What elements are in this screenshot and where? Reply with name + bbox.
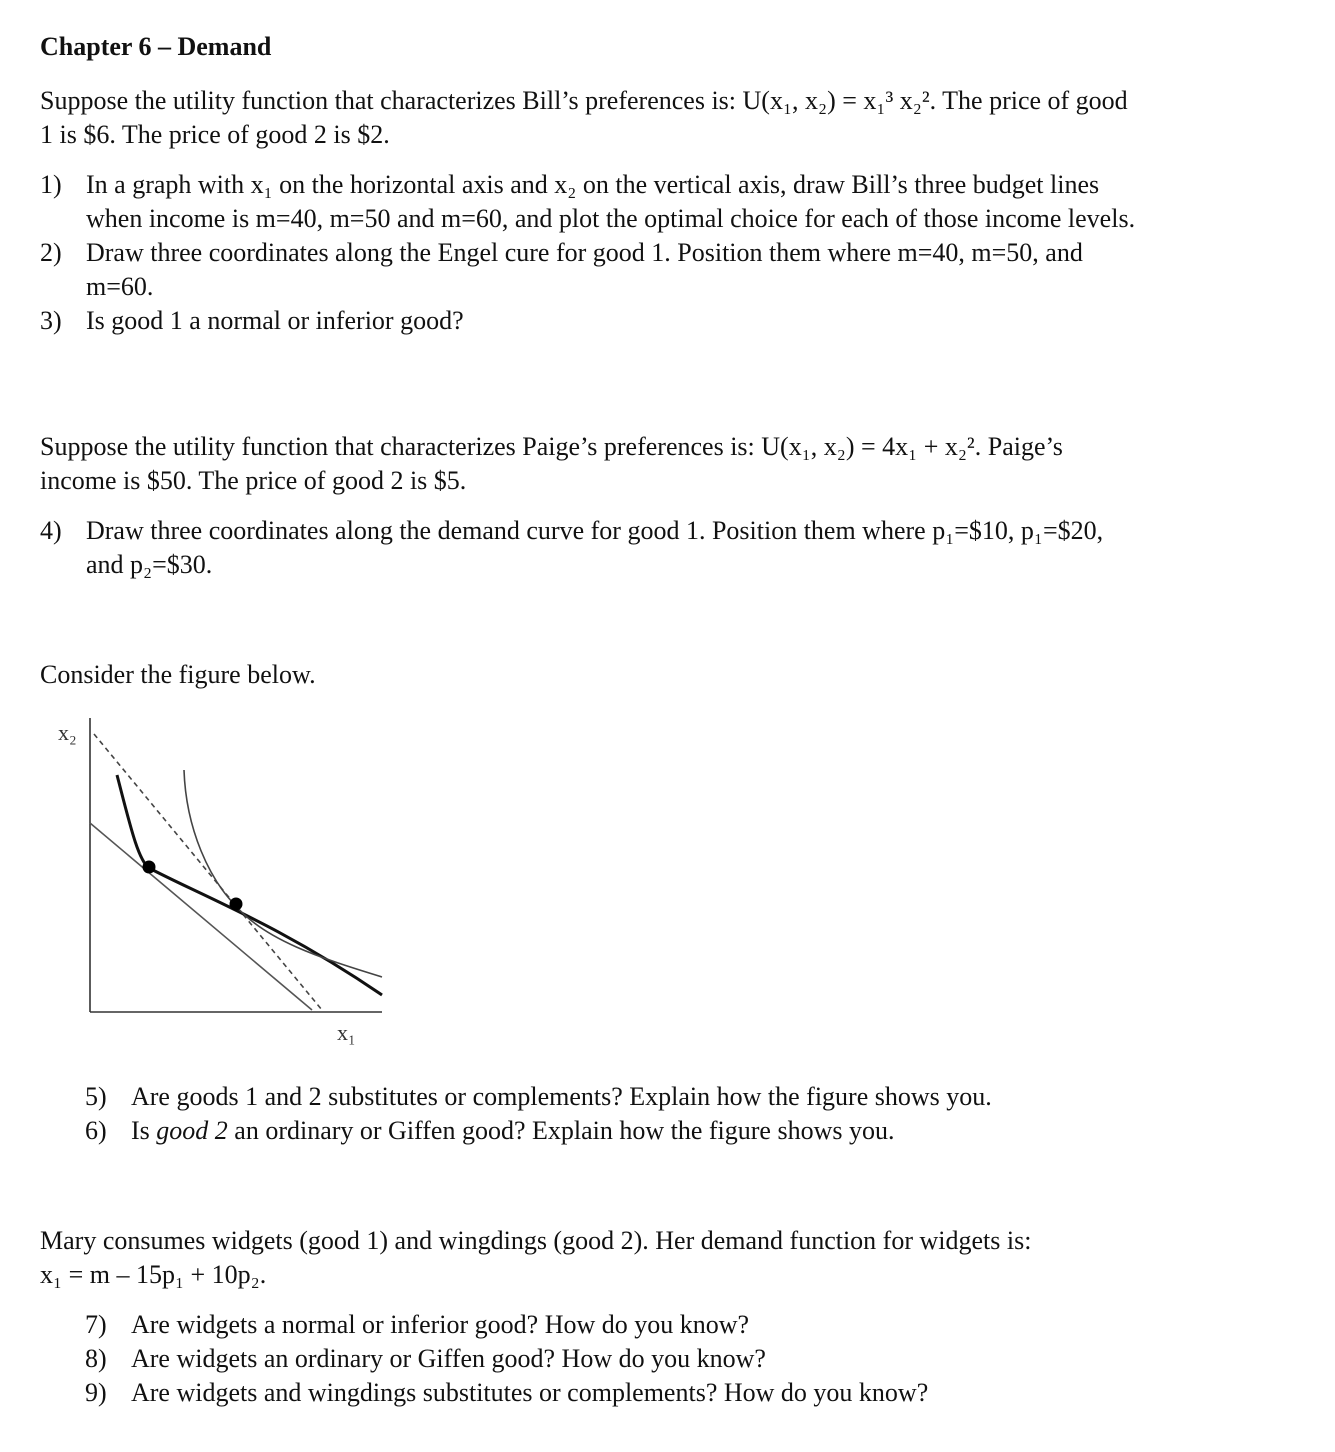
question-6-number: 6) xyxy=(85,1116,107,1145)
question-6-post: an ordinary or Giffen good? Explain how the figure shows you. xyxy=(227,1116,895,1145)
question-6-pre: Is xyxy=(131,1116,157,1145)
question-9-line1: Are widgets and wingdings substitutes or complements? How do you know? xyxy=(131,1378,929,1407)
mary-intro-line1: Mary consumes widgets (good 1) and wingdings (good 2). Her demand function for widgets is: xyxy=(40,1226,1032,1255)
bill-intro xyxy=(40,84,1300,152)
question-1 xyxy=(40,168,1300,236)
paige-questions xyxy=(40,514,1300,582)
question-2-line1: Draw three coordinates along the Engel cure for good 1. Position them where m=40, m=50, and xyxy=(86,238,1083,267)
question-3-number: 3) xyxy=(40,306,62,335)
question-4-line1: Draw three coordinates along the demand curve for good 1. Position them where p₁=$10, p₁=$20, xyxy=(86,516,1104,545)
question-7-number: 7) xyxy=(85,1310,107,1339)
question-6-italic: good 2 xyxy=(156,1116,228,1145)
question-7-line1: Are widgets a normal or inferior good? How do you know? xyxy=(131,1310,750,1339)
question-1-line1: In a graph with x₁ on the horizontal axis and x₂ on the vertical axis, draw Bill’s three budget lines xyxy=(86,170,1100,199)
question-3 xyxy=(40,304,1300,338)
figure-questions xyxy=(85,1080,1285,1148)
mary-intro xyxy=(40,1224,1300,1292)
question-7 xyxy=(85,1308,1285,1342)
question-2 xyxy=(40,236,1300,304)
page-title: Chapter 6 – Demand xyxy=(40,32,272,61)
paige-intro xyxy=(40,430,1300,498)
dashed-budget-line xyxy=(94,734,322,1010)
question-1-line2: when income is m=40, m=50 and m=60, and plot the optimal choice for each of those income levels. xyxy=(86,204,1136,233)
bill-intro-line2: 1 is $6. The price of good 2 is $2. xyxy=(40,120,390,149)
question-4-number: 4) xyxy=(40,516,62,545)
x-axis-label: x₁ xyxy=(337,1020,356,1045)
question-4 xyxy=(40,514,1300,582)
question-9 xyxy=(85,1376,1285,1410)
question-2-line2: m=60. xyxy=(86,272,154,301)
question-4-line2: and p₂=$30. xyxy=(86,550,213,579)
indifference-curve-figure xyxy=(50,710,395,1045)
optimal-point-2 xyxy=(230,898,243,911)
figure-intro: Consider the figure below. xyxy=(40,660,316,689)
paige-intro-line2: income is $50. The price of good 2 is $5. xyxy=(40,466,467,495)
bill-questions xyxy=(40,168,1300,338)
question-6 xyxy=(85,1114,1285,1148)
question-8 xyxy=(85,1342,1285,1376)
question-8-line1: Are widgets an ordinary or Giffen good? How do you know? xyxy=(131,1344,766,1373)
question-5-line1: Are goods 1 and 2 substitutes or complements? Explain how the figure shows you. xyxy=(131,1082,992,1111)
question-6-line1 xyxy=(131,1114,1285,1148)
mary-intro-line2: x₁ = m – 15p₁ + 10p₂. xyxy=(40,1260,267,1289)
lower-indifference-curve xyxy=(117,775,382,995)
question-8-number: 8) xyxy=(85,1344,107,1373)
question-1-number: 1) xyxy=(40,170,62,199)
question-9-number: 9) xyxy=(85,1378,107,1407)
mary-questions xyxy=(85,1308,1285,1410)
question-3-line1: Is good 1 a normal or inferior good? xyxy=(86,306,464,335)
y-axis-label: x₂ xyxy=(58,720,77,745)
question-5 xyxy=(85,1080,1285,1114)
question-2-number: 2) xyxy=(40,238,62,267)
bill-intro-line1: Suppose the utility function that characterizes Bill’s preferences is: U(x₁, x₂) = x₁³ x₂². The price of good xyxy=(40,86,1128,115)
paige-intro-line1: Suppose the utility function that characterizes Paige’s preferences is: U(x₁, x₂) = 4x₁ + x₂². Paige’s xyxy=(40,432,1063,461)
question-5-number: 5) xyxy=(85,1082,107,1111)
optimal-point-1 xyxy=(143,861,156,874)
upper-indifference-curve xyxy=(184,770,382,977)
